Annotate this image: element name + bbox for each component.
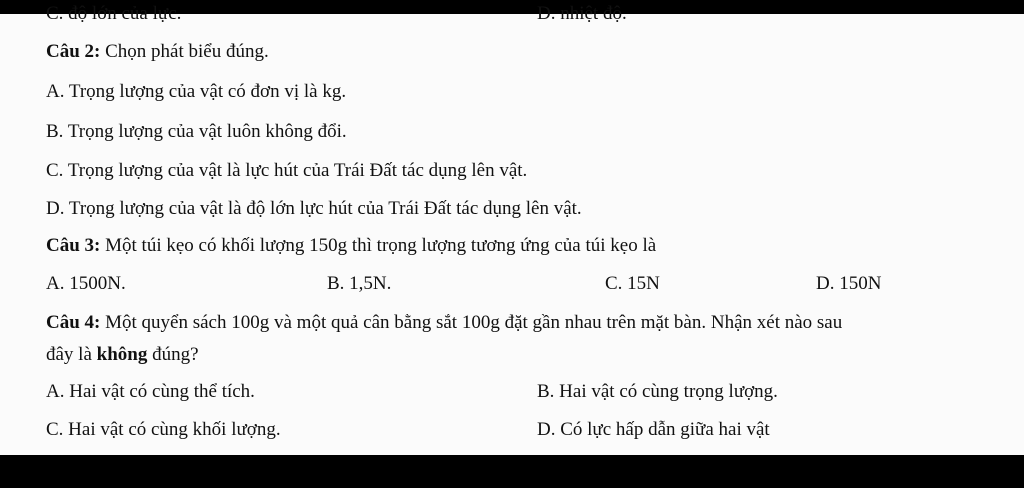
question-3 — [46, 235, 656, 257]
question-4-option-d: D. Có lực hấp dẫn giữa hai vật — [537, 419, 770, 440]
question-4-text-post: đúng? — [147, 344, 199, 365]
question-3-option-b: B. 1,5N. — [327, 273, 392, 294]
question-2-option-b: B. Trọng lượng của vật luôn không đổi. — [46, 121, 347, 142]
question-3-option-c: C. 15N — [605, 273, 660, 294]
document-page — [0, 3, 1024, 455]
question-2-option-d: D. Trọng lượng của vật là độ lớn lực hút của Trái Đất tác dụng lên vật. — [46, 198, 582, 219]
question-3-text: Một túi kẹo có khối lượng 150g thì trọng lượng tương ứng của túi kẹo là — [100, 235, 657, 256]
question-3-label: Câu 3: — [46, 235, 101, 256]
question-4-option-a: A. Hai vật có cùng thể tích. — [46, 381, 255, 402]
question-4-emphasis: không — [96, 344, 148, 365]
question-4-continuation — [46, 344, 199, 366]
question-4-text-pre: đây là — [46, 344, 97, 365]
question-4-text: Một quyển sách 100g và một quả cân bằng sắt 100g đặt gần nhau trên mặt bàn. Nhận xét nào sau — [100, 312, 843, 333]
question-4-label: Câu 4: — [46, 312, 101, 333]
question-4-option-c: C. Hai vật có cùng khối lượng. — [46, 419, 281, 440]
question-3-option-d: D. 150N — [816, 273, 882, 294]
question-2-text: Chọn phát biểu đúng. — [100, 41, 269, 62]
question-4-option-b: B. Hai vật có cùng trọng lượng. — [537, 381, 778, 402]
question-2-option-a: A. Trọng lượng của vật có đơn vị là kg. — [46, 81, 347, 102]
bottom-black-border — [0, 455, 1024, 488]
question-4 — [46, 312, 842, 334]
question-2-label: Câu 2: — [46, 41, 101, 62]
previous-option-d: D. nhiệt độ. — [537, 3, 627, 24]
previous-option-c: C. độ lớn của lực. — [46, 3, 182, 24]
question-2 — [46, 41, 269, 63]
question-3-option-a: A. 1500N. — [46, 273, 126, 294]
question-2-option-c: C. Trọng lượng của vật là lực hút của Trái Đất tác dụng lên vật. — [46, 160, 528, 181]
